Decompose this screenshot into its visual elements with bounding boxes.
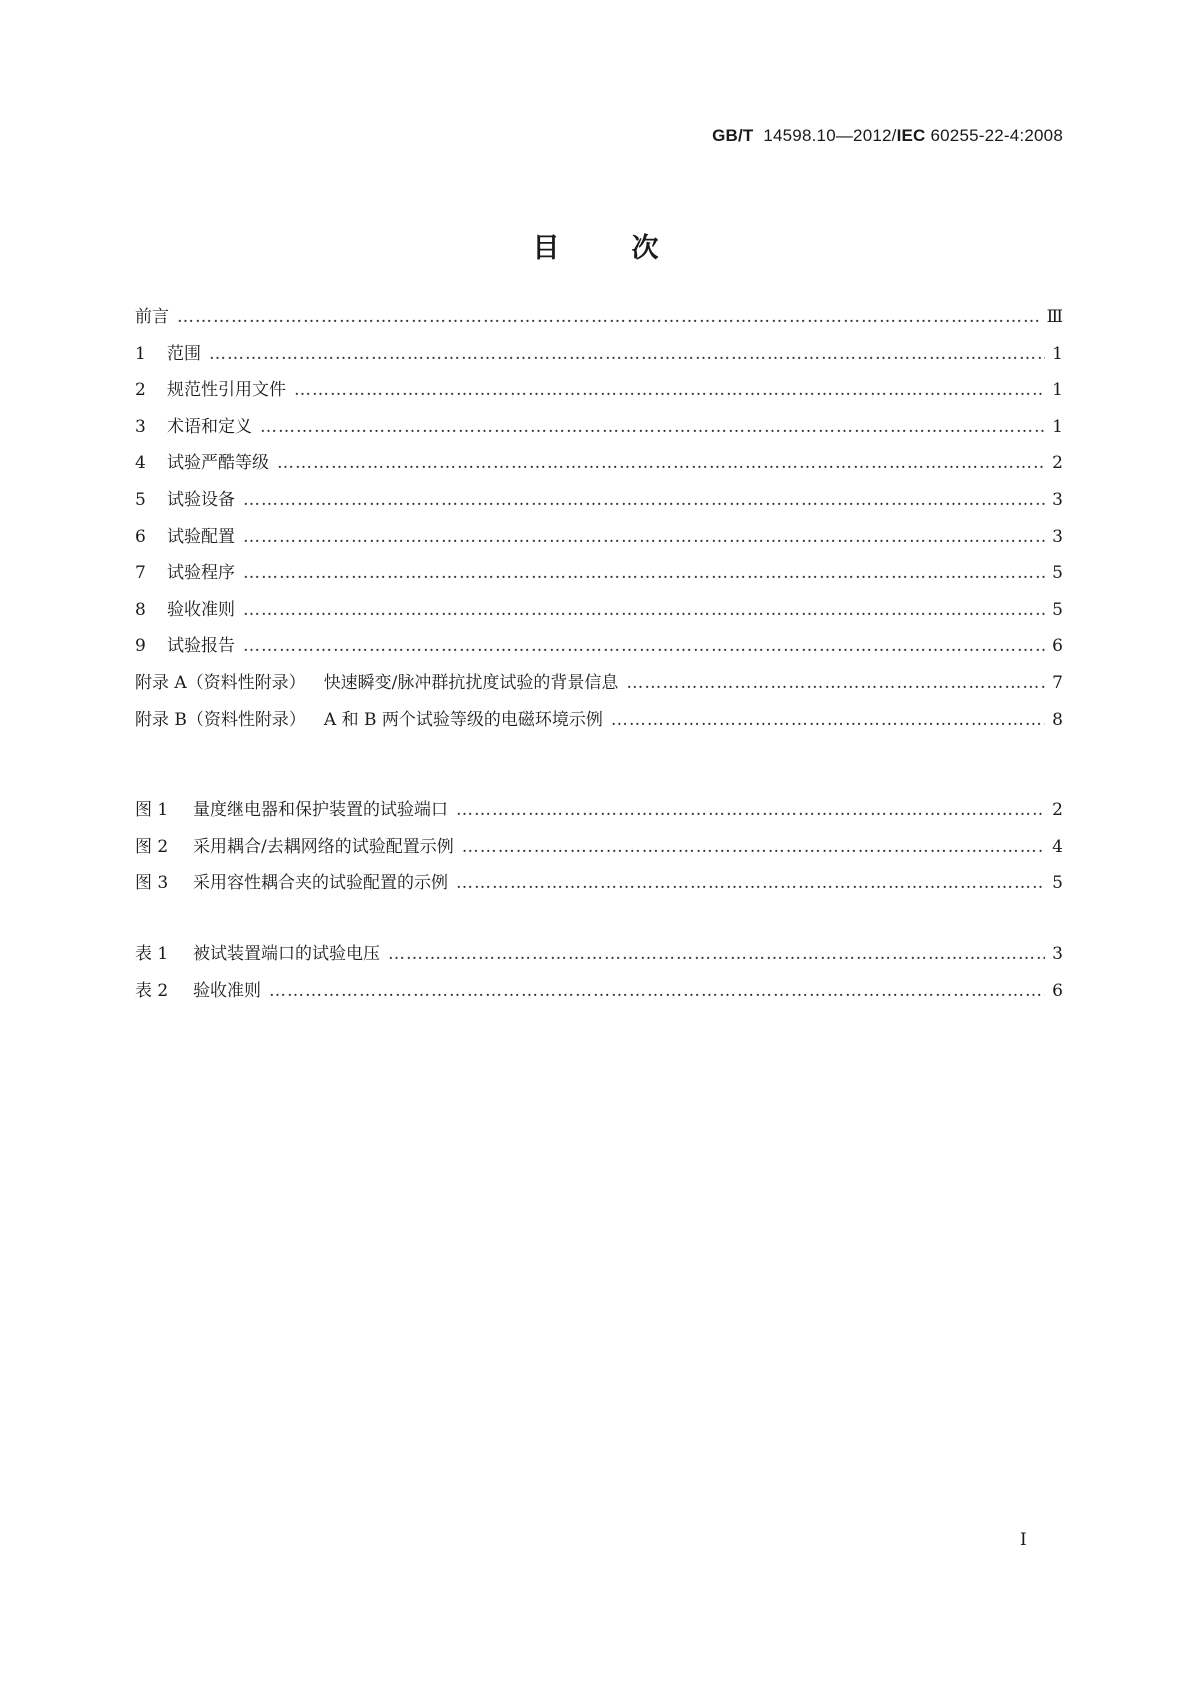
toc-entry-label: 试验报告 bbox=[167, 636, 235, 657]
toc-entry-label: 试验程序 bbox=[167, 563, 235, 584]
toc-entry-page: 5 bbox=[1052, 873, 1063, 894]
toc-entry-2[interactable] bbox=[135, 375, 1063, 412]
toc-entry-page: 5 bbox=[1052, 563, 1063, 584]
leader-dots bbox=[243, 636, 1045, 656]
toc-entry-number: 7 bbox=[135, 563, 146, 584]
leader-dots bbox=[277, 453, 1045, 473]
toc-figure-number: 图 1 bbox=[135, 800, 169, 820]
leader-dots bbox=[177, 307, 1041, 327]
leader-dots bbox=[294, 380, 1045, 400]
toc-entry-label: 术语和定义 bbox=[167, 416, 252, 437]
toc-figure-label: 采用容性耦合夹的试验配置的示例 bbox=[193, 873, 448, 894]
toc-table-label: 验收准则 bbox=[193, 980, 261, 1001]
leader-dots bbox=[209, 344, 1045, 364]
leader-dots bbox=[243, 600, 1045, 620]
toc-entry-number: 5 bbox=[135, 489, 146, 510]
toc-entry-annex-a[interactable] bbox=[135, 668, 1063, 705]
toc-figure-number: 图 2 bbox=[135, 836, 169, 857]
toc-entry-label: 试验严酷等级 bbox=[167, 453, 269, 474]
toc-entry-table-2[interactable] bbox=[135, 976, 1063, 1013]
standard-prefix: GB/T bbox=[712, 126, 754, 145]
toc-entry-5[interactable] bbox=[135, 485, 1063, 522]
toc-entry-page: 7 bbox=[1052, 672, 1063, 693]
toc-entry-annex-b[interactable] bbox=[135, 705, 1063, 742]
toc-figures bbox=[135, 795, 1063, 905]
toc-entry-label: 规范性引用文件 bbox=[167, 380, 286, 401]
standard-number-header bbox=[712, 126, 1063, 146]
toc-entry-1[interactable] bbox=[135, 339, 1063, 376]
toc-annex-label: 附录 B（资料性附录） bbox=[135, 709, 306, 730]
toc-annex-title: 快速瞬变/脉冲群抗扰度试验的背景信息 bbox=[323, 672, 619, 693]
toc-entry-figure-3[interactable] bbox=[135, 868, 1063, 905]
leader-dots bbox=[269, 981, 1045, 1001]
leader-dots bbox=[456, 873, 1045, 893]
toc-figure-number: 图 3 bbox=[135, 873, 169, 894]
toc-entry-6[interactable] bbox=[135, 522, 1063, 559]
page-number: I bbox=[1020, 1530, 1027, 1550]
leader-dots bbox=[243, 563, 1045, 583]
leader-dots bbox=[626, 673, 1045, 693]
toc-entry-label: 范围 bbox=[167, 343, 201, 364]
toc-entry-page: 8 bbox=[1052, 709, 1063, 730]
toc-entry-page: 2 bbox=[1052, 453, 1063, 474]
toc-entry-8[interactable] bbox=[135, 595, 1063, 632]
toc-entry-number: 2 bbox=[135, 380, 146, 401]
leader-dots bbox=[243, 490, 1045, 510]
toc-entry-foreword[interactable] bbox=[135, 302, 1063, 339]
toc-entry-figure-2[interactable] bbox=[135, 832, 1063, 869]
toc-figure-label: 采用耦合/去耦网络的试验配置示例 bbox=[193, 836, 454, 857]
toc-annex-label: 附录 A（资料性附录） bbox=[135, 672, 306, 693]
leader-dots bbox=[456, 800, 1045, 820]
toc-entry-page: 5 bbox=[1052, 599, 1063, 620]
toc-entry-page: 6 bbox=[1052, 636, 1063, 657]
toc-entry-number: 9 bbox=[135, 636, 146, 657]
leader-dots bbox=[260, 417, 1045, 437]
leader-dots bbox=[462, 837, 1045, 857]
toc-entry-page: 6 bbox=[1052, 980, 1063, 1001]
toc-entry-label: 试验配置 bbox=[167, 526, 235, 547]
toc-entry-page: 4 bbox=[1052, 836, 1063, 857]
toc-entry-3[interactable] bbox=[135, 412, 1063, 449]
toc-entry-label: 验收准则 bbox=[167, 599, 235, 620]
toc-tables bbox=[135, 939, 1063, 1012]
toc-entry-number: 6 bbox=[135, 526, 146, 547]
toc-entry-page: 3 bbox=[1052, 489, 1063, 510]
toc-entry-table-1[interactable] bbox=[135, 939, 1063, 976]
toc-entry-page: 1 bbox=[1052, 343, 1063, 364]
title-char-1: 目 bbox=[532, 233, 560, 264]
toc-chapters bbox=[135, 302, 1063, 741]
title-char-2: 次 bbox=[631, 233, 659, 264]
leader-dots bbox=[611, 710, 1045, 730]
toc-table-label: 被试装置端口的试验电压 bbox=[193, 944, 380, 964]
iec-prefix: IEC bbox=[896, 126, 926, 145]
toc-entry-page: 2 bbox=[1052, 800, 1063, 820]
standard-code: 14598.10—2012/ bbox=[763, 126, 897, 145]
leader-dots bbox=[243, 527, 1045, 547]
toc-annex-title: A 和 B 两个试验等级的电磁环境示例 bbox=[323, 709, 603, 730]
toc-entry-9[interactable] bbox=[135, 631, 1063, 668]
toc-entry-number: 1 bbox=[135, 343, 146, 364]
toc-entry-number: 4 bbox=[135, 453, 146, 474]
toc-entry-page: 3 bbox=[1052, 526, 1063, 547]
toc-entry-label: 试验设备 bbox=[167, 489, 235, 510]
toc-entry-page: 1 bbox=[1052, 416, 1063, 437]
toc-table-number: 表 2 bbox=[135, 980, 169, 1001]
toc-entry-page: 3 bbox=[1052, 944, 1063, 964]
toc-entry-figure-1[interactable] bbox=[135, 795, 1063, 832]
toc-entry-page: Ⅲ bbox=[1046, 307, 1063, 327]
toc-table-number: 表 1 bbox=[135, 944, 169, 964]
iec-code: 60255-22-4:2008 bbox=[930, 126, 1063, 145]
page-title bbox=[0, 226, 1191, 265]
toc-entry-number: 3 bbox=[135, 416, 146, 437]
toc-entry-4[interactable] bbox=[135, 448, 1063, 485]
toc-entry-page: 1 bbox=[1052, 380, 1063, 401]
toc-figure-label: 量度继电器和保护装置的试验端口 bbox=[193, 800, 448, 820]
toc-entry-number: 8 bbox=[135, 599, 146, 620]
leader-dots bbox=[388, 944, 1045, 964]
toc-entry-label: 前言 bbox=[135, 307, 169, 327]
toc-entry-7[interactable] bbox=[135, 558, 1063, 595]
